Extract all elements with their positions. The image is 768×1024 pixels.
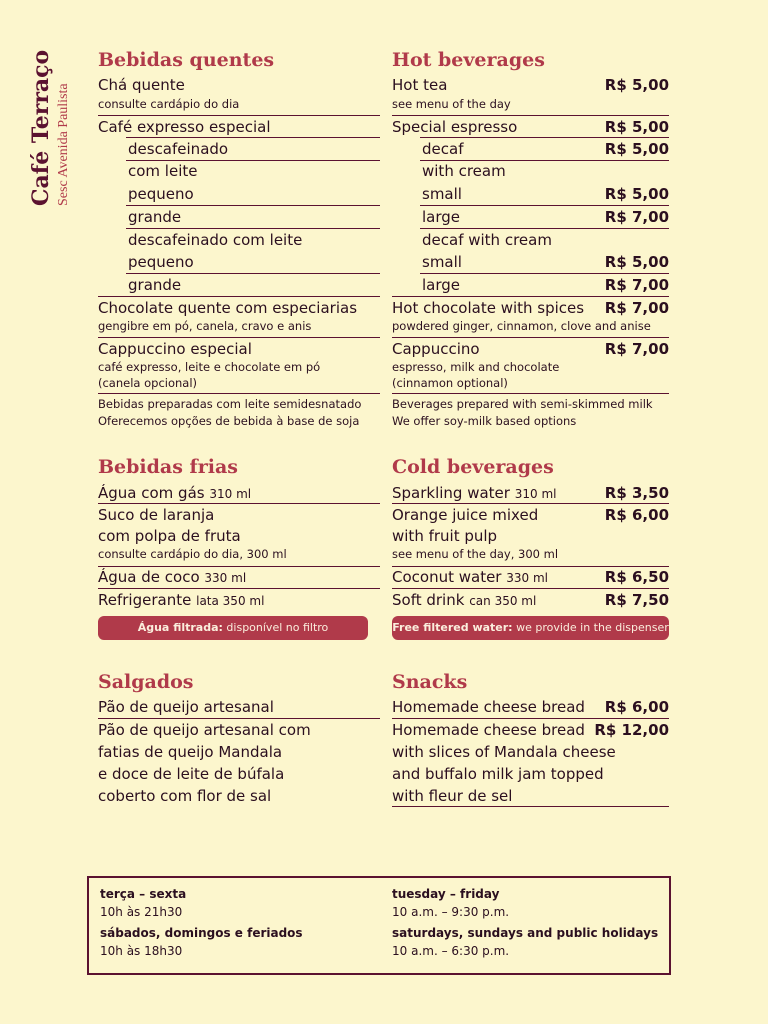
hours-days-weekday-en: tuesday – friday (392, 887, 500, 901)
brand-subtitle: Sesc Avenida Paulista (56, 83, 71, 206)
hours-days-weekend-pt: sábados, domingos e feriados (100, 926, 303, 940)
item-espresso-en: Special espresso (392, 118, 518, 136)
price: R$ 6,00 (604, 698, 669, 716)
item-large-pt: grande (128, 208, 182, 226)
item-decaf-milk-pt: descafeinado com leite (128, 231, 303, 249)
hours-time-weekday-en: 10 a.m. – 9:30 p.m. (392, 905, 510, 919)
item-chocolate-note-en: powdered ginger, cinnamon, clove and anise (392, 319, 651, 333)
item-cappuccino-pt: Cappuccino especial (98, 340, 252, 358)
price: R$ 5,00 (604, 76, 669, 94)
item-large-en: large (422, 208, 461, 226)
item-cheese-bread-special-en: Homemade cheese bread (392, 721, 585, 739)
price: R$ 7,00 (604, 340, 669, 358)
snacks-pt (98, 0, 380, 820)
price: R$ 5,00 (604, 140, 669, 158)
price: R$ 5,00 (604, 253, 669, 271)
item-juice-pt-2: com polpa de fruta (98, 527, 241, 545)
section-heading-snacks-en: Snacks (392, 671, 468, 693)
item-cappuccino-note2-en: (cinnamon optional) (392, 376, 508, 390)
hours-days-weekend-en: saturdays, sundays and public holidays (392, 926, 659, 940)
item-cheese-bread-special-pt: Pão de queijo artesanal com (98, 721, 311, 739)
badge-title: Free filtered water: (392, 621, 513, 634)
item-cheese-bread-special-en-2: with slices of Mandala cheese (392, 743, 616, 761)
item-cheese-bread-special-pt-4: coberto com flor de sal (98, 787, 272, 805)
item-name: Água com gás (98, 484, 205, 502)
item-name: Coconut water (392, 568, 502, 586)
brand-title: Café Terraço (28, 49, 54, 206)
item-cappuccino-note-en: espresso, milk and chocolate (392, 360, 560, 374)
item-chocolate-pt: Chocolate quente com especiarias (98, 299, 358, 317)
item-decaf-cream-en: decaf with cream (422, 231, 552, 249)
section-heading-hot-pt: Bebidas quentes (98, 49, 275, 71)
price: R$ 7,00 (604, 299, 669, 317)
footnote-en-2: We offer soy-milk based options (392, 414, 577, 428)
item-cappuccino-note-pt: café expresso, leite e chocolate em pó (98, 360, 321, 374)
item-juice-note-en: see menu of the day, 300 ml (392, 547, 559, 561)
item-small-pt: pequeno (128, 185, 194, 203)
item-chocolate-note-pt: gengibre em pó, canela, cravo e anis (98, 319, 312, 333)
item-unit: 330 ml (204, 571, 247, 585)
footnote-pt-1: Bebidas preparadas com leite semidesnatado (98, 397, 362, 411)
section-heading-snacks-pt: Salgados (98, 671, 194, 693)
item-small-pt: pequeno (128, 253, 194, 271)
item-juice-note-pt: consulte cardápio do dia, 300 ml (98, 547, 287, 561)
footnote-pt-2: Oferecemos opções de bebida à base de soja (98, 414, 360, 428)
item-cheese-bread-special-en-3: and buffalo milk jam topped (392, 765, 604, 783)
item-hot-tea-note-pt: consulte cardápio do dia (98, 97, 240, 111)
item-juice-en: Orange juice mixed (392, 506, 539, 524)
item-juice-pt: Suco de laranja (98, 506, 215, 524)
item-decaf-pt: descafeinado (128, 140, 229, 158)
item-cheese-bread-pt: Pão de queijo artesanal (98, 698, 274, 716)
item-large-pt: grande (128, 276, 182, 294)
price: R$ 6,00 (604, 506, 669, 524)
price: R$ 7,00 (604, 208, 669, 226)
item-with-cream-en: with cream (422, 162, 506, 180)
price: R$ 12,00 (594, 721, 669, 739)
item-with-milk-pt: com leite (128, 162, 198, 180)
item-cheese-bread-special-pt-2: fatias de queijo Mandala (98, 743, 283, 761)
hours-days-weekday-pt: terça – sexta (100, 887, 187, 901)
item-unit: lata 350 ml (196, 594, 265, 608)
item-name: Soft drink (392, 591, 465, 609)
badge-text: disponível no filtro (226, 621, 329, 634)
price: R$ 6,50 (604, 568, 669, 586)
badge-title: Água filtrada: (137, 621, 223, 634)
item-cheese-bread-special-en-4: with fleur de sel (392, 787, 513, 805)
hours-time-weekday-pt: 10h às 21h30 (100, 905, 183, 919)
section-heading-cold-en: Cold beverages (392, 456, 554, 478)
price: R$ 7,50 (604, 591, 669, 609)
item-name: Água de coco (98, 568, 200, 586)
item-name: Sparkling water (392, 484, 510, 502)
item-unit: 310 ml (514, 487, 557, 501)
item-espresso-pt: Café expresso especial (98, 118, 271, 136)
section-heading-cold-pt: Bebidas frias (98, 456, 238, 478)
price: R$ 5,00 (604, 185, 669, 203)
item-small-en: small (422, 253, 462, 271)
item-decaf-en: decaf (422, 140, 464, 158)
badge-text: we provide in the dispenser (516, 621, 669, 634)
item-hot-tea-pt: Chá quente (98, 76, 185, 94)
price: R$ 3,50 (604, 484, 669, 502)
hours-time-weekend-pt: 10h às 18h30 (100, 944, 183, 958)
item-hot-tea-note-en: see menu of the day (392, 97, 511, 111)
item-name: Refrigerante (98, 591, 192, 609)
item-large-en: large (422, 276, 461, 294)
item-chocolate-en: Hot chocolate with spices (392, 299, 585, 317)
divider (392, 806, 669, 807)
snacks-en (392, 0, 669, 820)
price: R$ 7,00 (604, 276, 669, 294)
hours-time-weekend-en: 10 a.m. – 6:30 p.m. (392, 944, 510, 958)
item-cappuccino-en: Cappuccino (392, 340, 480, 358)
price: R$ 5,00 (604, 118, 669, 136)
item-juice-en-2: with fruit pulp (392, 527, 498, 545)
item-unit: can 350 ml (469, 594, 537, 608)
item-hot-tea-en: Hot tea (392, 76, 448, 94)
item-cheese-bread-en: Homemade cheese bread (392, 698, 585, 716)
item-unit: 330 ml (506, 571, 549, 585)
footnote-en-1: Beverages prepared with semi-skimmed milk (392, 397, 653, 411)
brand (26, 48, 76, 208)
item-small-en: small (422, 185, 462, 203)
item-cappuccino-note2-pt: (canela opcional) (98, 376, 198, 390)
opening-hours-box (87, 876, 671, 975)
item-cheese-bread-special-pt-3: e doce de leite de búfala (98, 765, 285, 783)
section-heading-hot-en: Hot beverages (392, 49, 545, 71)
item-unit: 310 ml (209, 487, 252, 501)
